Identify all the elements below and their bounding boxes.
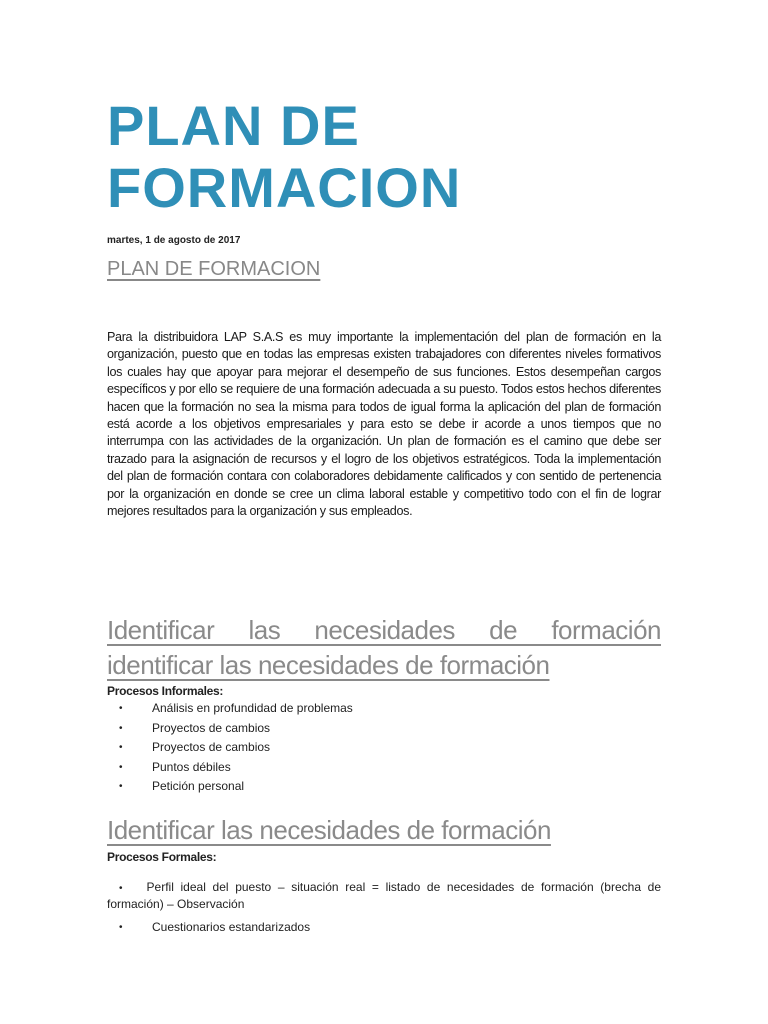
informal-processes-label: Procesos Informales: — [107, 684, 224, 698]
bullet-icon: • — [119, 922, 123, 933]
list-item — [107, 719, 661, 739]
bullet-icon: • — [119, 883, 123, 894]
bullet-icon: • — [119, 761, 123, 773]
list-item-text: Proyectos de cambios — [152, 740, 271, 755]
blog-title-line1: PLAN DE — [107, 94, 360, 157]
bullet-icon: • — [119, 781, 123, 793]
section-heading-1b[interactable]: identificar las necesidades de formación — [107, 650, 550, 680]
informal-processes-list — [107, 699, 661, 797]
body-paragraph: Para la distribuidora LAP S.A.S es muy importante la implementación del plan de formación en la organización, puesto que en todas las empresas existen trabajadores con diferentes niveles formativos los cuales hay que apoyar para mejorar el desempeño de sus funciones. Estos desempeñan cargos específicos y por ello se requiere de una formación adecuada a su puesto. Todos estos hechos diferentes hacen que la formación no sea la misma para todos de igual forma la aplicación del plan de formación está acorde a los objetivos empresariales y para esto se debe ir acorde a unos tiempos que no interrumpa con las actividades de la organización. Un plan de formación es el camino que debe ser trazado para la asignación de recursos y el logro de los objetivos estratégicos. Toda la implementación del plan de formación contara con colaboradores debidamente calificados y con sentido de pertenencia por la organización en donde se cree un clima laboral estable y competitivo todo con el fin de lograr mejores resultados para la organización y sus empleados. — [107, 330, 661, 519]
list-item-text: Cuestionarios estandarizados — [152, 920, 311, 934]
list-item-text: Petición personal — [152, 779, 245, 794]
bullet-icon: • — [119, 722, 123, 734]
list-item-text: Perfil ideal del puesto – situación real = listado de necesidades de formación (brecha de formación) – Observación — [107, 880, 661, 911]
formal-processes-label: Procesos Formales: — [107, 850, 217, 864]
list-item — [107, 777, 661, 797]
post-title-link[interactable]: PLAN DE FORMACION — [107, 258, 321, 280]
post-date: martes, 1 de agosto de 2017 — [107, 235, 241, 246]
bullet-icon: • — [119, 703, 123, 714]
blog-title-line2: FORMACION — [107, 156, 462, 219]
blog-title[interactable] — [107, 95, 461, 219]
list-item-text: Proyectos de cambios — [152, 720, 271, 735]
section-heading-1a[interactable]: Identificar las necesidades de formación — [107, 615, 661, 645]
list-item-text: Análisis en profundidad de problemas — [152, 701, 353, 715]
bullet-icon: • — [119, 742, 123, 754]
list-item — [107, 699, 661, 719]
list-item — [107, 918, 661, 938]
formal-processes-list — [107, 880, 661, 938]
list-item — [107, 880, 661, 912]
section-heading-2[interactable]: Identificar las necesidades de formación — [107, 815, 551, 845]
list-item — [107, 758, 661, 778]
list-item — [107, 738, 661, 758]
list-item-text: Puntos débiles — [152, 759, 231, 774]
